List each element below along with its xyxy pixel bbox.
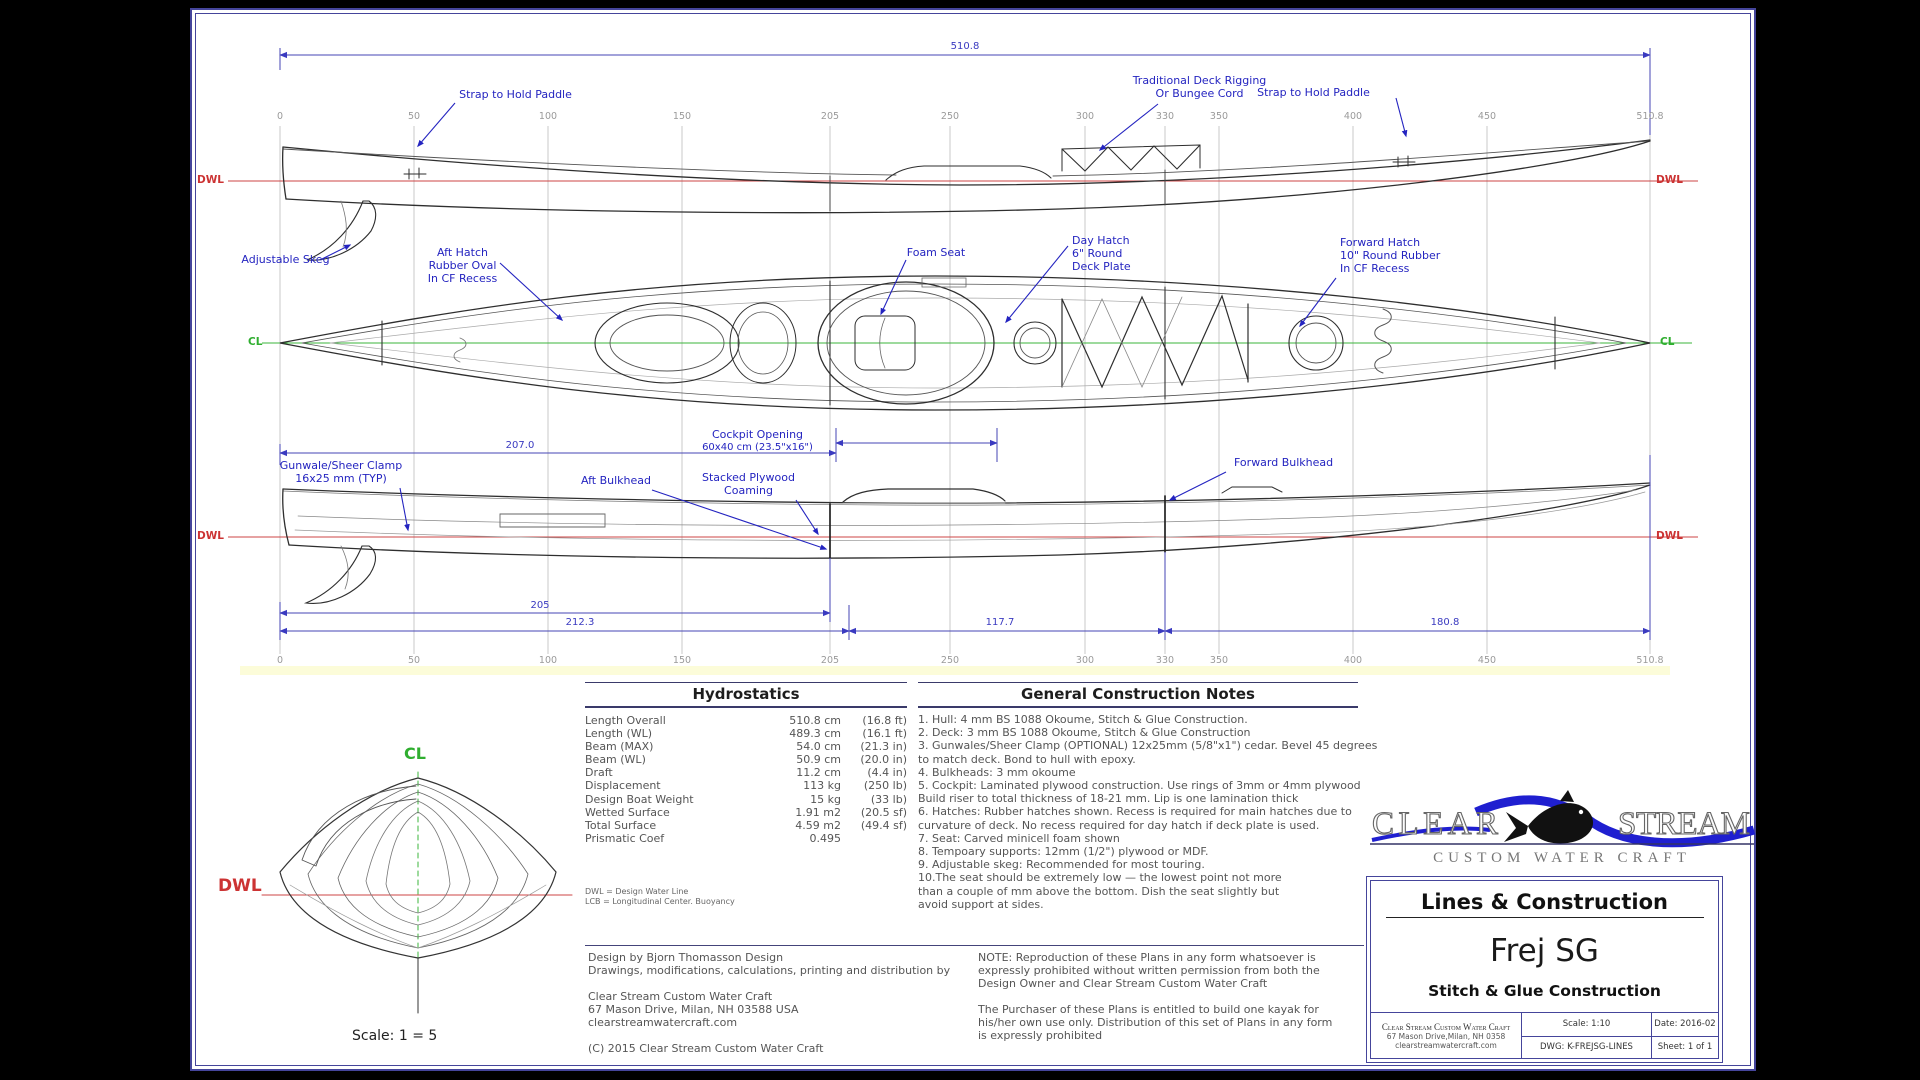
dim-117: 117.7 (985, 617, 1015, 628)
station-label: 330 (1155, 111, 1175, 122)
side-view (283, 140, 1650, 260)
scale-cell: Scale: 1:10 (1521, 1013, 1651, 1036)
table-row (585, 793, 907, 806)
dwg-cell: DWG: K-FREJSG-LINES (1521, 1036, 1651, 1059)
table-row (585, 779, 907, 792)
annotation-day-hatch (1072, 234, 1131, 273)
model-name: Frej SG (1490, 933, 1599, 969)
note-line: Build riser to total thickness of 18-21 mm. Lip is one lamination thick (918, 792, 1299, 806)
legal-line: NOTE: Reproduction of these Plans in any form whatsoever is (978, 951, 1316, 964)
dwl-label-bottom-left: DWL (197, 530, 224, 542)
station-label: 250 (940, 111, 960, 122)
station-label: 50 (407, 655, 421, 666)
station-label: 0 (276, 111, 284, 122)
annotation-skeg: Adjustable Skeg (241, 253, 330, 266)
annotation-line: Rubber Oval (428, 259, 497, 272)
logo-text-stream: STREAM (1618, 806, 1752, 842)
company-cell (1371, 1013, 1521, 1058)
station-label: 450 (1477, 111, 1497, 122)
note-line: curvature of deck. No recess required for day hatch if deck plate is used. (918, 818, 1320, 832)
row-metric: 4.59 m2 (795, 818, 841, 832)
bodyplan-dwl-label: DWL (218, 876, 262, 896)
legal-line: expressly prohibited without written permission from both the (978, 964, 1320, 977)
station-label: 100 (538, 111, 558, 122)
row-imperial: (250 lb) (863, 779, 907, 793)
annotation-line: 6" Round (1072, 247, 1123, 260)
legal-line: The Purchaser of these Plans is entitled to build one kayak for (978, 1003, 1319, 1016)
construction-view (283, 483, 1650, 603)
station-label: 350 (1209, 111, 1229, 122)
row-label: Length Overall (585, 714, 666, 727)
station-label: 205 (820, 111, 840, 122)
row-label: Wetted Surface (585, 805, 670, 819)
annotation-line: Aft Hatch (437, 246, 488, 259)
note-line: 3. Gunwales/Sheer Clamp (OPTIONAL) 12x25mm (5/8"x1") cedar. Bevel 45 degrees (918, 739, 1378, 753)
annotation-line: 10" Round Rubber (1340, 249, 1441, 262)
note-line: avoid support at sides. (918, 897, 1044, 911)
title-underline (1386, 917, 1704, 918)
station-gridlines (280, 126, 1650, 654)
body-plan (262, 772, 572, 1013)
station-label: 450 (1477, 655, 1497, 666)
note-line: 8. Tempoary supports: 12mm (1/2") plywood or MDF. (918, 845, 1209, 859)
note-line: 5. Cockpit: Laminated plywood construction. Use rings of 3mm or 4mm plywood (918, 779, 1361, 793)
company-address: 67 Mason Drive,Milan, NH 0358 (1386, 1031, 1506, 1041)
row-label: Displacement (585, 779, 661, 793)
annotation-aft-hatch (400, 246, 525, 285)
footnote: DWL = Design Water Line (585, 886, 689, 896)
construction-notes (918, 682, 1378, 911)
annotation-line: Forward Hatch (1340, 236, 1421, 249)
note-line: 2. Deck: 3 mm BS 1088 Okoume, Stitch & Glue Construction (918, 726, 1251, 740)
credit-line (588, 977, 968, 990)
row-metric: 54.0 cm (796, 740, 841, 754)
dimension-lines (280, 48, 1650, 640)
title-block-footer (1371, 1012, 1718, 1058)
row-metric: 15 kg (810, 792, 841, 806)
row-label: Length (WL) (585, 727, 653, 741)
dwl-label-bottom-right: DWL (1656, 530, 1683, 542)
row-metric: 1.91 m2 (795, 805, 841, 819)
credit-line: clearstreamwatercraft.com (588, 1016, 738, 1029)
legal-line (978, 990, 1368, 1003)
annotation-line: Stacked Plywood (702, 471, 795, 484)
station-label: 50 (407, 111, 421, 122)
table-row (585, 766, 907, 779)
drawing-type-title: Lines & Construction (1421, 890, 1668, 914)
annotation-line: 16x25 mm (TYP) (295, 472, 387, 485)
annotation-line: Deck Plate (1072, 260, 1131, 273)
annotation-aft-bulkhead: Aft Bulkhead (580, 474, 652, 487)
date-cell: Date: 2016-02 (1651, 1013, 1718, 1036)
station-label: 205 (820, 655, 840, 666)
annotation-line: Coaming (724, 484, 773, 497)
logo-subtext: CUSTOM WATER CRAFT (1433, 850, 1691, 866)
dwl-label-top-left: DWL (197, 174, 224, 186)
cl-label-right: CL (1660, 336, 1675, 348)
note-line: 1. Hull: 4 mm BS 1088 Okoume, Stitch & Glue Construction. (918, 713, 1248, 726)
footnote: LCB = Longitudinal Center. Buoyancy (585, 896, 735, 906)
row-metric: 11.2 cm (796, 766, 841, 780)
row-label: Beam (WL) (585, 753, 646, 767)
bodyplan-scale-label: Scale: 1 = 5 (352, 1028, 438, 1044)
dim-overall-length: 510.8 (950, 41, 980, 52)
annotation-line: Gunwale/Sheer Clamp (279, 459, 403, 472)
reference-lines (228, 181, 1698, 537)
station-label: 400 (1343, 111, 1363, 122)
bodyplan-cl-label: CL (404, 744, 426, 763)
row-imperial: (4.4 in) (867, 766, 907, 780)
row-label: Prismatic Coef (585, 831, 665, 845)
cl-label-left: CL (248, 336, 263, 348)
logo-text-clear: CLEAR (1372, 806, 1500, 842)
construction-subtitle: Stitch & Glue Construction (1428, 982, 1661, 1000)
table-row (585, 806, 907, 819)
annotation-gunwale (260, 459, 422, 485)
credit-line: Design by Bjorn Thomasson Design (588, 951, 784, 964)
credit-line (588, 1029, 968, 1042)
construction-notes-body (918, 708, 1378, 911)
station-label: 510.8 (1636, 655, 1664, 666)
credit-line: Clear Stream Custom Water Craft (588, 990, 773, 1003)
title-block (1366, 876, 1723, 1063)
station-label: 330 (1155, 655, 1175, 666)
dim-180: 180.8 (1430, 617, 1460, 628)
station-label: 510.8 (1636, 111, 1664, 122)
row-metric: 510.8 cm (789, 714, 841, 727)
note-line: 6. Hatches: Rubber hatches shown. Recess is required for main hatches due to (918, 805, 1352, 819)
annotation-strap-right: Strap to Hold Paddle (1257, 86, 1370, 99)
title-block-inner (1370, 880, 1719, 1059)
row-metric: 489.3 cm (789, 727, 841, 741)
row-imperial: (16.8 ft) (862, 714, 907, 727)
station-label: 300 (1075, 111, 1095, 122)
legal-line: Design Owner and Clear Stream Custom Water Craft (978, 977, 1268, 990)
annotation-leaders (322, 98, 1406, 549)
row-metric: 113 kg (803, 779, 841, 793)
row-imperial: (33 lb) (870, 792, 907, 806)
legal-line: is expressly prohibited (978, 1029, 1103, 1042)
station-label: 100 (538, 655, 558, 666)
station-label: 400 (1343, 655, 1363, 666)
table-row (585, 740, 907, 753)
legal-note-block (978, 951, 1368, 1042)
table-row (585, 753, 907, 766)
sheet-cell: Sheet: 1 of 1 (1651, 1036, 1718, 1059)
company-name: Clear Stream Custom Water Craft (1381, 1021, 1511, 1032)
table-row (585, 832, 907, 845)
annotation-stacked-plywood (676, 471, 821, 497)
note-line: 7. Seat: Carved minicell foam shown (918, 831, 1120, 845)
hydrostatics-rows (585, 708, 907, 845)
dim-212: 212.3 (565, 617, 595, 628)
annotation-forward-hatch (1340, 236, 1440, 275)
design-credit-block (588, 951, 968, 1055)
table-row (585, 819, 907, 832)
annotation-line: Day Hatch (1072, 234, 1130, 247)
annotation-foam-seat: Foam Seat (906, 246, 966, 259)
note-line: 4. Bulkheads: 3 mm okoume (918, 765, 1076, 779)
note-line: 9. Adjustable skeg: Recommended for most touring. (918, 858, 1205, 872)
dim-205: 205 (530, 600, 550, 611)
row-imperial: (20.5 sf) (860, 805, 907, 819)
row-label: Design Boat Weight (585, 792, 694, 806)
annotation-line: In CF Recess (1340, 262, 1410, 275)
annotation-strap-left: Strap to Hold Paddle (459, 88, 572, 101)
note-line: than a couple of mm above the bottom. Dish the seat slightly but (918, 884, 1280, 898)
dim-cockpit-length: 207.0 (505, 440, 535, 451)
station-label: 250 (940, 655, 960, 666)
row-imperial: (21.3 in) (860, 740, 907, 754)
station-label: 300 (1075, 655, 1095, 666)
construction-notes-title: General Construction Notes (918, 682, 1358, 708)
station-label: 350 (1209, 655, 1229, 666)
company-website: clearstreamwatercraft.com (1395, 1040, 1497, 1050)
divider-line (585, 945, 1364, 946)
annotation-forward-bulkhead: Forward Bulkhead (1234, 456, 1334, 469)
station-label: 150 (672, 111, 692, 122)
credit-line: (C) 2015 Clear Stream Custom Water Craft (588, 1042, 824, 1055)
dwl-label-top-right: DWL (1656, 174, 1683, 186)
annotation-line: Or Bungee Cord (1155, 87, 1244, 100)
hydrostatics-footnotes (585, 887, 907, 906)
table-row (585, 714, 907, 727)
row-imperial: (16.1 ft) (862, 727, 907, 741)
row-label: Draft (585, 766, 613, 780)
annotation-line: Traditional Deck Rigging (1132, 74, 1267, 87)
station-label: 0 (276, 655, 284, 666)
row-imperial: (20.0 in) (860, 753, 907, 767)
note-line: 10.The seat should be extremely low — the lowest point not more (918, 871, 1282, 885)
annotation-cockpit-opening (670, 428, 845, 454)
row-imperial: (49.4 sf) (860, 818, 907, 832)
row-label: Total Surface (585, 818, 657, 832)
annotation-line: 60x40 cm (23.5"x16") (702, 442, 813, 453)
credit-line: Drawings, modifications, calculations, printing and distribution by (588, 964, 951, 977)
row-metric: 50.9 cm (796, 753, 841, 767)
table-row (585, 727, 907, 740)
row-label: Beam (MAX) (585, 740, 654, 754)
annotation-line: In CF Recess (427, 272, 498, 285)
row-metric: 0.495 (809, 831, 841, 845)
legal-line: his/her own use only. Distribution of this set of Plans in any form (978, 1016, 1333, 1029)
credit-line: 67 Mason Drive, Milan, NH 03588 USA (588, 1003, 799, 1016)
annotation-line: Cockpit Opening (711, 428, 804, 441)
hydrostatics-title: Hydrostatics (585, 682, 907, 708)
company-logo (1368, 788, 1756, 868)
station-label: 150 (672, 655, 692, 666)
note-line: to match deck. Bond to hull with epoxy. (918, 752, 1136, 766)
hydrostatics-table (585, 682, 907, 906)
